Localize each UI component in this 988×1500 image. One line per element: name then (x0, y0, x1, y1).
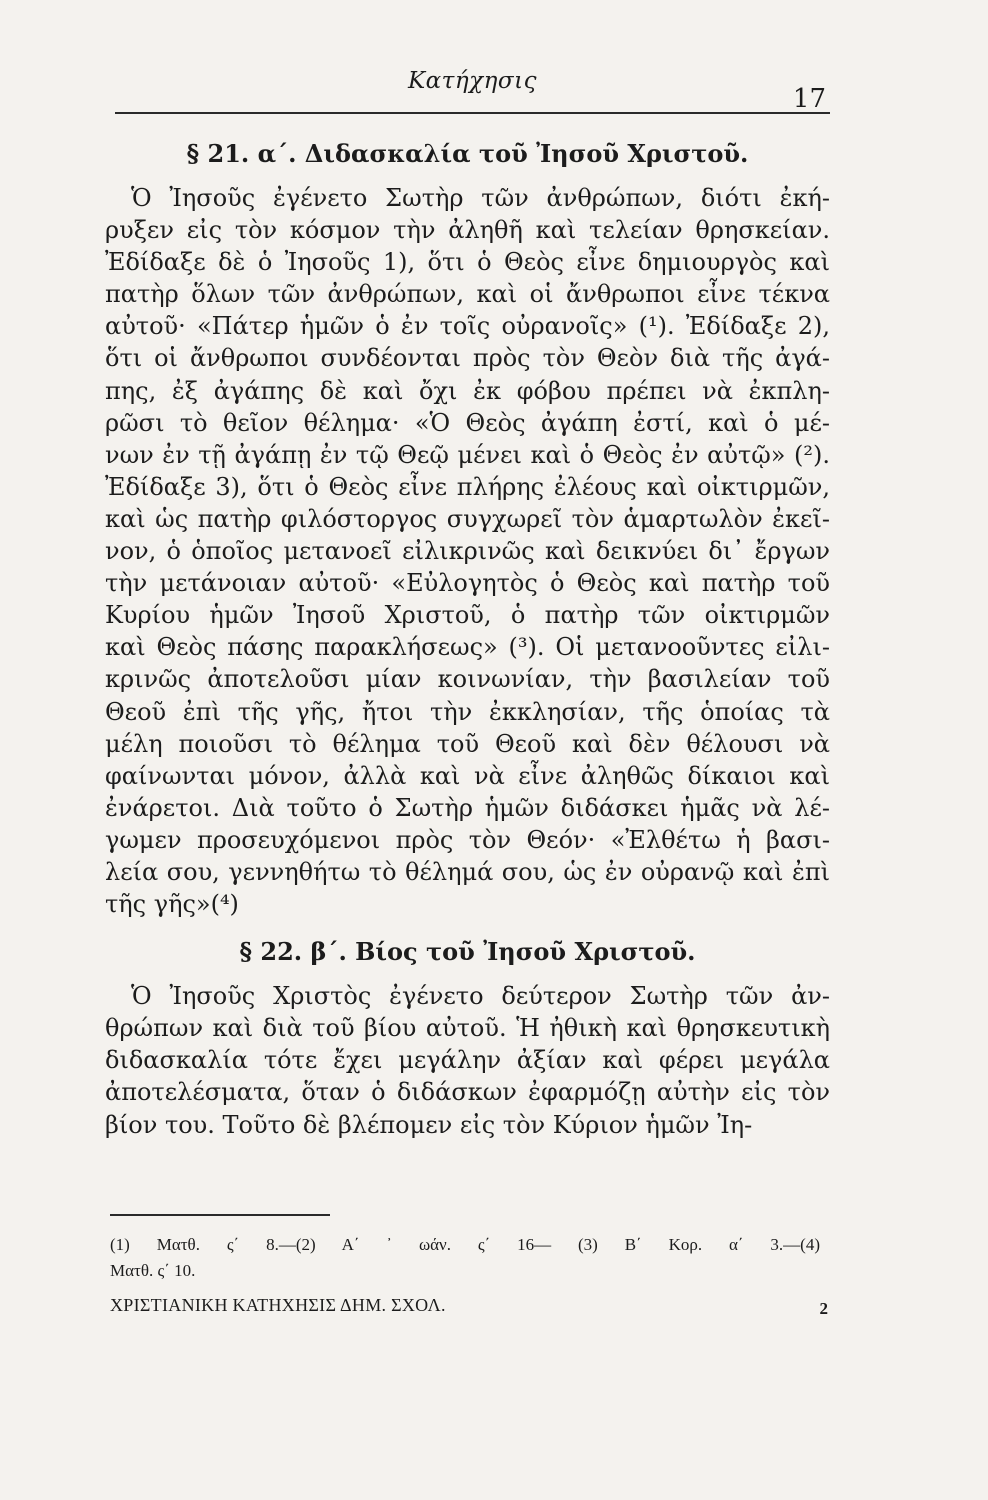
running-title: Κατήχησις (407, 68, 538, 94)
text-line: Κυρίου ἡμῶν Ἰησοῦ Χριστοῦ, ὁ πατὴρ τῶν οἰκτιρμῶν (105, 601, 830, 630)
signature-number: 2 (819, 1299, 828, 1318)
text-line: νων ἐν τῇ ἀγάπῃ ἐν τῷ Θεῷ μένει καὶ ὁ Θεὸς ἐν αὐτῷ» (²). (105, 440, 830, 469)
footnote-line: Ματθ. ς΄ 10. (110, 1261, 196, 1280)
text-line: Θεοῦ ἐπὶ τῆς γῆς, ἤτοι τὴν ἐκκλησίαν, τῆς ὁποίας τὰ (105, 697, 830, 726)
text-line: κρινῶς ἀποτελοῦσι μίαν κοινωνίαν, τὴν βασιλείαν τοῦ (105, 665, 830, 694)
text-line: γωμεν προσευχόμενοι πρὸς τὸν Θεόν· «Ἐλθέτω ἡ βασι- (105, 825, 830, 854)
footnote (110, 1232, 820, 1284)
text-line: ἐνάρετοι. Διὰ τοῦτο ὁ Σωτὴρ ἡμῶν διδάσκει ἡμᾶς νὰ λέ- (105, 793, 830, 822)
text-line: λεία σου, γεννηθήτω τὸ θέλημά σου, ὡς ἐν οὐρανῷ καὶ ἐπὶ (105, 857, 830, 886)
text-line: θρώπων καὶ διὰ τοῦ βίου αὐτοῦ. Ἡ ἠθικὴ καὶ θρησκευτικὴ (105, 1014, 830, 1043)
text-line: αὐτοῦ· «Πάτερ ἡμῶν ὁ ἐν τοῖς οὐρανοῖς» (¹). Ἐδίδαξε 2), (105, 312, 830, 341)
section-body (105, 980, 830, 1140)
text-line: ὅτι οἱ ἄνθρωποι συνδέονται πρὸς τὸν Θεὸν διὰ τῆς ἀγά- (105, 344, 830, 373)
footnote-line: (1) Ματθ. ς΄ 8.—(2) Α΄ ᾽ ωάν. ς΄ 16— (3) Β΄ Κορ. α΄ 3.—(4) (110, 1235, 820, 1254)
text-line: Ἐδίδαξε 3), ὅτι ὁ Θεὸς εἶνε πλήρης ἐλέους καὶ οἰκτιρμῶν, (105, 472, 830, 501)
text-line: βίον του. Τοῦτο δὲ βλέπομεν εἰς τὸν Κύριον ἡμῶν Ἰη- (105, 1110, 753, 1139)
page-number: 17 (792, 84, 826, 114)
text-line: διδασκαλία τότε ἔχει μεγάλην ἀξίαν καὶ φέρει μεγάλα (105, 1046, 830, 1075)
section-heading: § 21. α΄. Διδασκαλία τοῦ Ἰησοῦ Χριστοῦ. (186, 139, 749, 168)
text-line: νον, ὁ ὁποῖος μετανοεῖ εἰλικρινῶς καὶ δεικνύει δι᾽ ἔργων (105, 537, 830, 566)
running-head (115, 64, 830, 114)
text-line: τὴν μετάνοιαν αὐτοῦ· «Εὐλογητὸς ὁ Θεὸς καὶ πατὴρ τοῦ (105, 569, 830, 598)
body-text (105, 134, 830, 1141)
section-heading: § 22. β΄. Βίος τοῦ Ἰησοῦ Χριστοῦ. (239, 937, 696, 967)
text-line: Ὁ Ἰησοῦς Χριστὸς ἐγένετο δεύτερον Σωτὴρ τῶν ἀν- (131, 982, 830, 1011)
text-line: ρυξεν εἰς τὸν κόσμον τὴν ἀληθῆ καὶ τελείαν θρησκείαν. (105, 216, 830, 245)
text-line: ἀποτελέσματα, ὅταν ὁ διδάσκων ἐφαρμόζῃ αὐτὴν εἰς τὸν (105, 1078, 830, 1107)
text-line: πατὴρ ὅλων τῶν ἀνθρώπων, καὶ οἱ ἄνθρωποι εἶνε τέκνα (105, 280, 830, 309)
signature-text: ΧΡΙΣΤΙΑΝΙΚΗ ΚΑΤΗΧΗΣΙΣ ΔΗΜ. ΣΧΟΛ. (110, 1295, 446, 1315)
text-line: τῆς γῆς»(⁴) (105, 890, 239, 919)
printer-signature (110, 1291, 830, 1321)
footnote-rule (110, 1214, 330, 1216)
text-line: φαίνωνται μόνον, ἀλλὰ καὶ νὰ εἶνε ἀληθῶς δίκαιοι καὶ (105, 761, 830, 790)
text-line: Ὁ Ἰησοῦς ἐγένετο Σωτὴρ τῶν ἀνθρώπων, διότι ἐκή- (131, 184, 830, 212)
text-line: καὶ ὡς πατὴρ φιλόστοργος συγχωρεῖ τὸν ἁμαρτωλὸν ἐκεῖ- (105, 504, 830, 533)
text-line: μέλη ποιοῦσι τὸ θέλημα τοῦ Θεοῦ καὶ δὲν θέλουσι νὰ (105, 729, 830, 758)
text-line: καὶ Θεὸς πάσης παρακλήσεως» (³). Οἱ μετανοοῦντες εἰλι- (105, 633, 830, 662)
section-body (105, 182, 830, 920)
text-line: πης, ἐξ ἀγάπης δὲ καὶ ὄχι ἐκ φόβου πρέπει νὰ ἐκπλη- (105, 376, 830, 405)
text-line: ρῶσι τὸ θεῖον θέλημα· «Ὁ Θεὸς ἀγάπη ἐστί, καὶ ὁ μέ- (105, 408, 830, 437)
header-rule (115, 112, 830, 114)
text-line: Ἐδίδαξε δὲ ὁ Ἰησοῦς 1), ὅτι ὁ Θεὸς εἶνε δημιουργὸς καὶ (105, 248, 830, 277)
